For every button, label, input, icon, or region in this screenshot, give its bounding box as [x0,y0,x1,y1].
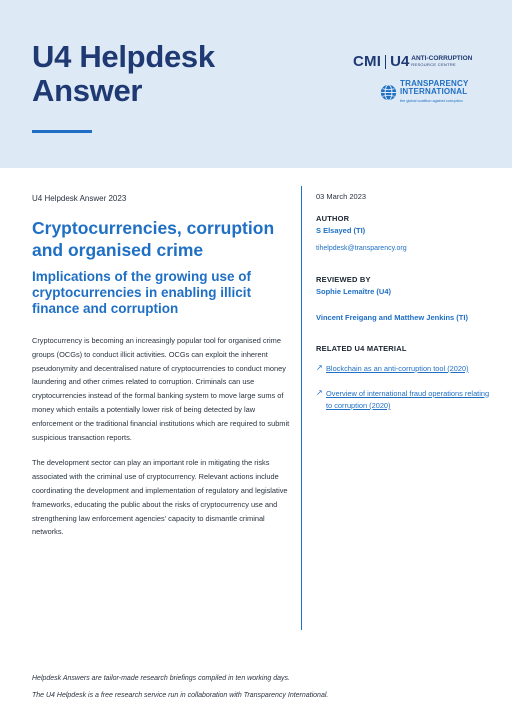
summary-paragraph-1: Cryptocurrency is becoming an increasingly popular tool for organised crime groups (OCGs) to conduct illicit activities. OCGs can exploit the inherent pseudonymity and decentralised nature of cryptocurrencies to conduct money laundering and other crimes related to corruption. Criminals can use cryptocurrencies instead of the formal banking system to move large sums of money which entails a potentially lower risk of being detected by law enforcement or the traditional financial institutions which are required to submit suspicious transaction reports. [32,336,290,442]
author-email-link[interactable]: tihelpdesk@transparency.org [316,245,407,252]
publication-date: 03 March 2023 [316,192,367,201]
related-item-label[interactable]: Blockchain as an anti-corruption tool (2020) [326,364,469,373]
related-material-list [316,363,496,413]
reviewer-1: Sophie Lemaître (U4) [316,287,392,296]
u4-logo-caption-main: ANTI-CORRUPTION [411,54,473,62]
globe-icon [380,84,397,101]
reviewer-2: Vincent Freigang and Matthew Jenkins (TI) [316,313,468,322]
ti-logo-tagline: the global coalition against corruption [400,99,463,103]
u4-logo-caption [411,56,472,68]
u4-logo-text: U4 [390,53,410,70]
ti-logo-names [400,80,468,105]
reviewed-by-label: REVIEWED BY [316,275,371,284]
footer-line-2: The U4 Helpdesk is a free research service run in collaboration with Transparency International. [32,692,329,699]
ti-logo-line2: INTERNATIONAL [400,87,468,96]
column-divider [301,186,302,630]
related-item-blockchain[interactable] [316,363,496,376]
document-title: Cryptocurrencies, corruption and organised crime [32,218,275,260]
u4-logo-caption-sub: RESOURCE CENTRE [411,61,457,67]
cmi-logo-text: CMI [353,53,382,70]
arrow-up-right-icon: ↗ [316,387,323,397]
header-banner [0,0,512,168]
cmi-u4-logo [353,53,472,70]
arrow-up-right-icon: ↗ [316,363,323,372]
transparency-international-logo [380,80,468,105]
series-label: U4 Helpdesk Answer 2023 [32,194,127,203]
author-name: S Elsayed (TI) [316,226,366,235]
brand-title [32,40,215,108]
ti-logo-line1: TRANSPARENCY [400,79,469,88]
footer-line-1: Helpdesk Answers are tailor-made research briefings compiled in ten working days. [32,675,290,682]
sidebar [316,192,496,413]
related-material-label: RELATED U4 MATERIAL [316,344,407,353]
related-item-label[interactable]: Overview of international fraud operations relating to corruption (2020) [326,388,490,410]
brand-accent-rule [32,130,92,133]
document-subtitle: Implications of the growing use of cryptocurrencies in enabling illicit finance and corruption [32,269,252,316]
logo-separator [385,55,386,69]
related-item-fraud-operations[interactable] [316,388,496,413]
brand-title-line1: U4 Helpdesk [32,39,215,74]
main-column [32,194,290,539]
author-label: AUTHOR [316,214,350,223]
summary-paragraph-2: The development sector can play an important role in mitigating the risks associated with the criminal use of cryptocurrency. Relevant actions include coordinating the development and implementation of regulatory and legislative frameworks, educating the public about the risks of cryptocurrency use and strengthening law enforcement agencies' capacity to dismantle criminal networks. [32,458,288,537]
footer-note [32,670,492,704]
brand-title-line2: Answer [32,73,143,108]
